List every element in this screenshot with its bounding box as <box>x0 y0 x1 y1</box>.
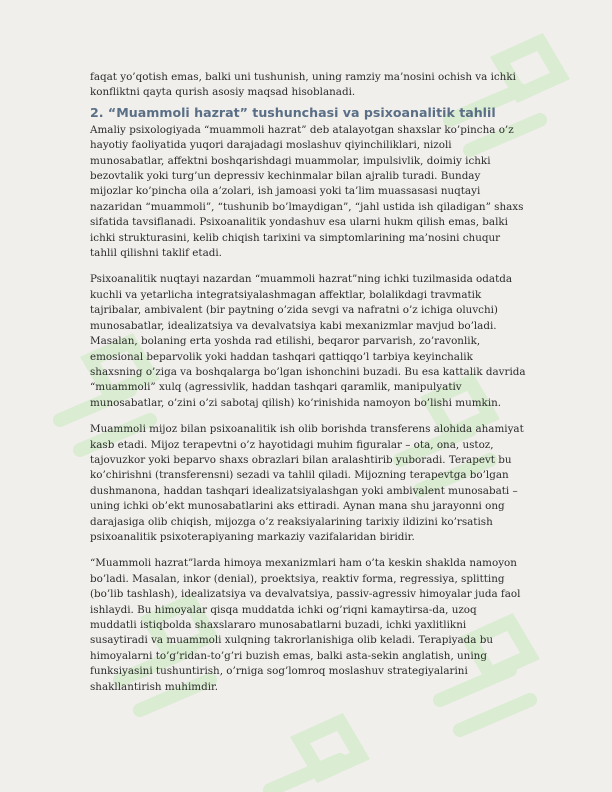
document-page <box>90 70 526 706</box>
body-paragraph-3: Muammoli mijoz bilan psixoanalitik ish olib borishda transferens alohida ahamiyat kasb etadi. Mijoz terapevtni o’z hayotidagi muhim figuralar – ota, ona, ustoz, tajovuzkor yoki beparvo shaxs obrazlari bilan aralashtirib yuboradi. Terapevt bu ko’chirishni (transferensni) sezadi va tahlil qiladi. Mijozning terapevtga bo’lgan dushmanona, haddan tashqari idealizatsiyalashgan yoki ambivalent munosabati – uning ichki ob’ekt munosabatlarini aks ettiradi. Aynan mana shu jarayonni ong darajasiga olib chiqish, mijozga o’z reaksiyalarining tarixiy ildizini ko’rsatish psixoanalitik psixoterapiyaning markaziy vazifalaridan biridir. <box>90 423 524 543</box>
watermark-logo-bottom-center <box>270 722 360 790</box>
body-paragraph-1: Amaliy psixologiyada “muammoli hazrat” deb atalayotgan shaxslar ko’pincha o’z hayotiy faoliyatida yuqori darajadagi moslashuv qiyinchiliklari, nizoli munosabatlar, affektni boshqarishdagi muammolar, impulsivlik, doimiy ichki bezovtalik yoki turg’un depressiv kechinmalar bilan ajralib turadi. Bunday mijozlar ko’pincha oila a’zolari, ish jamoasi yoki ta’lim muassasasi nuqtayi nazaridan “muammoli”, “tushunib bo’lmaydigan”, “jahl ustida ish qiladigan” shaxs sifatida tavsiflanadi. Psixoanalitik yondashuv esa ularni hukm qilish emas, balki ichki strukturasini, kelib chiqish tarixini va simptomlarining ma’nosini chuqur tahlil qilishni taklif etadi. <box>90 123 524 260</box>
body-paragraph-2: Psixoanalitik nuqtayi nazardan “muammoli hazrat”ning ichki tuzilmasida odatda kuchli va yetarlicha integratsiyalashmagan affektlar, bolalikdagi travmatik tajribalar, ambivalent (bir paytning o’zida sevgi va nafratni o’z ichiga oluvchi) munosabatlar, idealizatsiya va devalvatsiya kabi mexanizmlar mavjud bo’ladi. Masalan, bolaning erta yoshda rad etilishi, beqaror parvarish, zo’ravonlik, emosional beparvolik yoki haddan tashqari qattiqqo’l tarbiya keyinchalik shaxsning o’ziga va boshqalarga bo’lgan ishonchini buzadi. Bu esa kattalik davrida “muammoli” xulq (agressivlik, haddan tashqari qaramlik, manipulyativ munosabatlar, o’zini o’zi sabotaj qilish) ko’rinishida namoyon bo’lishi mumkin. <box>90 273 526 409</box>
intro-paragraph: faqat yo’qotish emas, balki uni tushunish, uning ramziy ma’nosini ochish va ichki konfliktni qayta qurish asosiy maqsad hisoblanadi. <box>90 71 516 99</box>
body-paragraph-4: “Muammoli hazrat”larda himoya mexanizmlari ham o’ta keskin shaklda namoyon bo’ladi. Masalan, inkor (denial), proektsiya, reaktiv forma, regressiya, splitting (bo’lib tashlash), idealizatsiya va devalvatsiya, passiv-agressiv himoyalar juda faol ishlaydi. Bu himoyalar qisqa muddatda ichki og’riqni kamaytirsa-da, uzoq muddatli istiqbolda shaxslararo munosabatlarni buzadi, ichki yaxlitlikni susaytiradi va muammoli xulqning takrorlanishiga olib keladi. Terapiyada bu himoyalarni to’g’ridan-to’g’ri buzish emas, balki asta-sekin anglatish, uning funksiyasini tushuntirish, o’rniga sog’lomroq moslashuv strategiyalarini shakllantirish muhimdir. <box>90 557 521 693</box>
section-heading: 2. “Muammoli hazrat” tushunchasi va psixoanalitik tahlil <box>90 104 496 120</box>
